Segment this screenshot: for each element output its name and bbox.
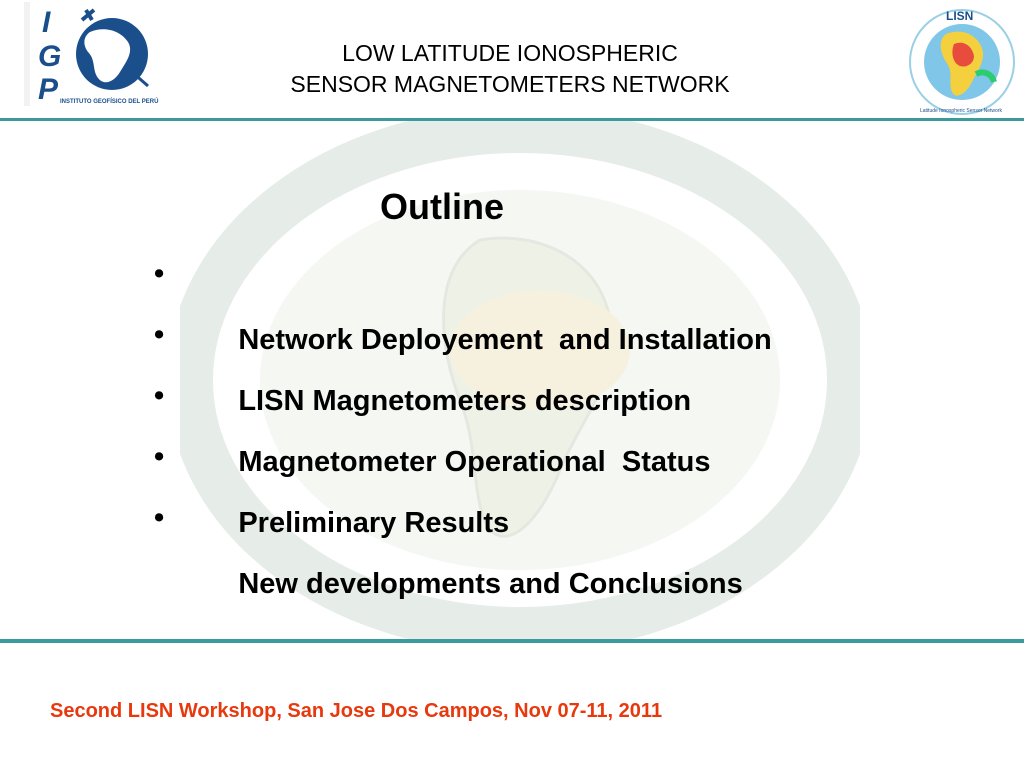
- igp-letter-i: I: [42, 6, 51, 39]
- slide-title: [200, 38, 820, 100]
- list-item: [150, 441, 772, 539]
- list-item: [150, 319, 772, 417]
- list-item-text: Network Deployement and Installation: [238, 324, 772, 356]
- lisn-logo: [906, 4, 1018, 118]
- list-item-text: LISN Magnetometers description: [238, 385, 692, 417]
- igp-logo: [24, 2, 174, 106]
- list-item: [150, 502, 772, 600]
- footer-text: Second LISN Workshop, San Jose Dos Campos, Nov 07-11, 2011: [50, 700, 663, 722]
- list-item: [150, 258, 772, 356]
- bullet-dot: •: [154, 319, 165, 351]
- list-item-text: New developments and Conclusions: [238, 568, 743, 600]
- bullet-dot: •: [154, 441, 165, 473]
- bullet-dot: •: [154, 502, 165, 534]
- title-line-2: SENSOR MAGNETOMETERS NETWORK: [290, 71, 730, 97]
- lisn-logo-ring-text: Latitude Ionospheric Sensor Network: [920, 108, 1002, 114]
- igp-letter-p: P: [38, 73, 59, 106]
- lisn-logo-name: LISN: [946, 9, 974, 23]
- list-item: [150, 380, 772, 478]
- outline-list: [150, 258, 772, 600]
- header-rule: [0, 118, 1024, 121]
- title-line-1: LOW LATITUDE IONOSPHERIC: [342, 40, 678, 66]
- list-item-text: Preliminary Results: [238, 507, 510, 539]
- igp-letter-g: G: [38, 40, 62, 73]
- footer-rule: [0, 639, 1024, 643]
- bullet-dot: •: [154, 258, 165, 290]
- bullet-dot: •: [154, 380, 165, 412]
- list-item-text: Magnetometer Operational Status: [238, 446, 711, 478]
- igp-caption: INSTITUTO GEOFÍSICO DEL PERÚ: [60, 99, 159, 105]
- outline-heading: Outline: [380, 186, 504, 227]
